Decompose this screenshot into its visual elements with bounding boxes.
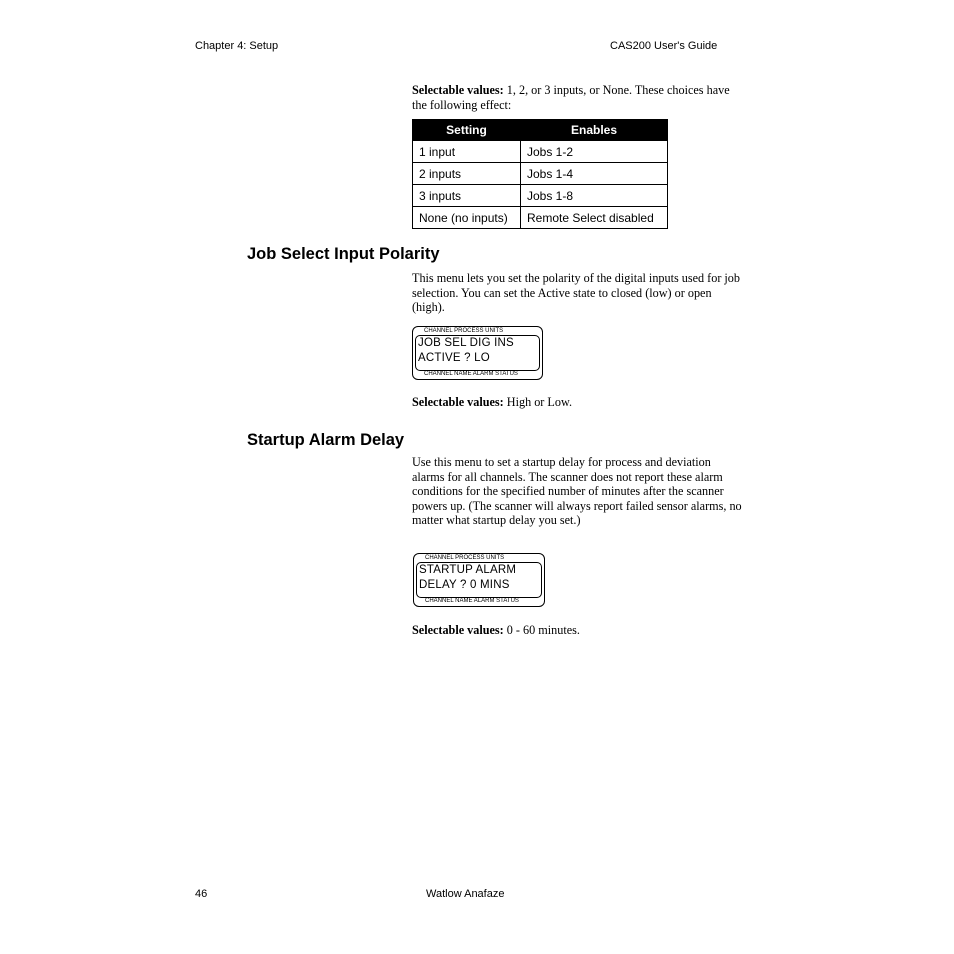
section1-selectable-values [412,395,742,410]
column-header-setting: Setting [413,120,521,141]
lcd-line-2: ACTIVE ? LO [418,352,490,364]
footer-publisher: Watlow Anafaze [426,888,505,900]
selectable-values-text: 0 - 60 minutes. [503,623,580,637]
lcd-bottom-labels: CHANNEL NAME ALARM STATUS [424,371,518,377]
selectable-values-text: High or Low. [503,395,572,409]
lcd-line-1: JOB SEL DIG INS [418,337,514,349]
lcd-line-1: STARTUP ALARM [419,564,517,576]
table-cell-enables: Jobs 1-4 [521,163,668,185]
lcd-display-job-select [412,326,543,380]
selectable-values-label: Selectable values: [412,83,504,97]
table-cell-enables: Jobs 1-2 [521,141,668,163]
table-row [413,207,668,229]
section-heading-startup-alarm-delay: Startup Alarm Delay [247,431,405,449]
lcd-screen [416,562,542,598]
settings-table [412,119,668,229]
selectable-values-label: Selectable values: [412,395,504,409]
selectable-values-label: Selectable values: [412,623,504,637]
lcd-top-labels: CHANNEL PROCESS UNITS [424,328,504,334]
page-number: 46 [195,888,208,900]
section-heading-job-select-input-polarity: Job Select Input Polarity [247,245,440,263]
table-row [413,163,668,185]
section1-body: This menu lets you set the polarity of the digital inputs used for job selection. You can set the Active state to closed (low) or open (high). [412,271,740,315]
lcd-display-startup-alarm [413,553,545,607]
lcd-screen [415,335,540,371]
running-header-guide-title: CAS200 User's Guide [610,40,718,52]
table-header-row [413,120,668,141]
table-cell-enables: Remote Select disabled [521,207,668,229]
table-cell-enables: Jobs 1-8 [521,185,668,207]
table-row [413,141,668,163]
lcd-line-2: DELAY ? 0 MINS [419,579,510,591]
selectable-values-text: 1, 2, or 3 inputs, or None. These choices have the following effect: [412,83,730,112]
running-header-chapter: Chapter 4: Setup [195,40,279,52]
section2-selectable-values [412,623,742,638]
lcd-bottom-labels: CHANNEL NAME ALARM STATUS [425,598,519,604]
intro-paragraph [412,83,742,112]
table-cell-setting: 1 input [413,141,521,163]
table-cell-setting: 2 inputs [413,163,521,185]
table-row [413,185,668,207]
table-cell-setting: None (no inputs) [413,207,521,229]
table-cell-setting: 3 inputs [413,185,521,207]
section2-body: Use this menu to set a startup delay for process and deviation alarms for all channels. The scanner does not report these alarm conditions for the specified number of minutes after the scanner powers up. (The scanner will always report failed sensor alarms, no matter what startup delay you set.) [412,455,742,528]
column-header-enables: Enables [521,120,668,141]
lcd-top-labels: CHANNEL PROCESS UNITS [425,555,505,561]
